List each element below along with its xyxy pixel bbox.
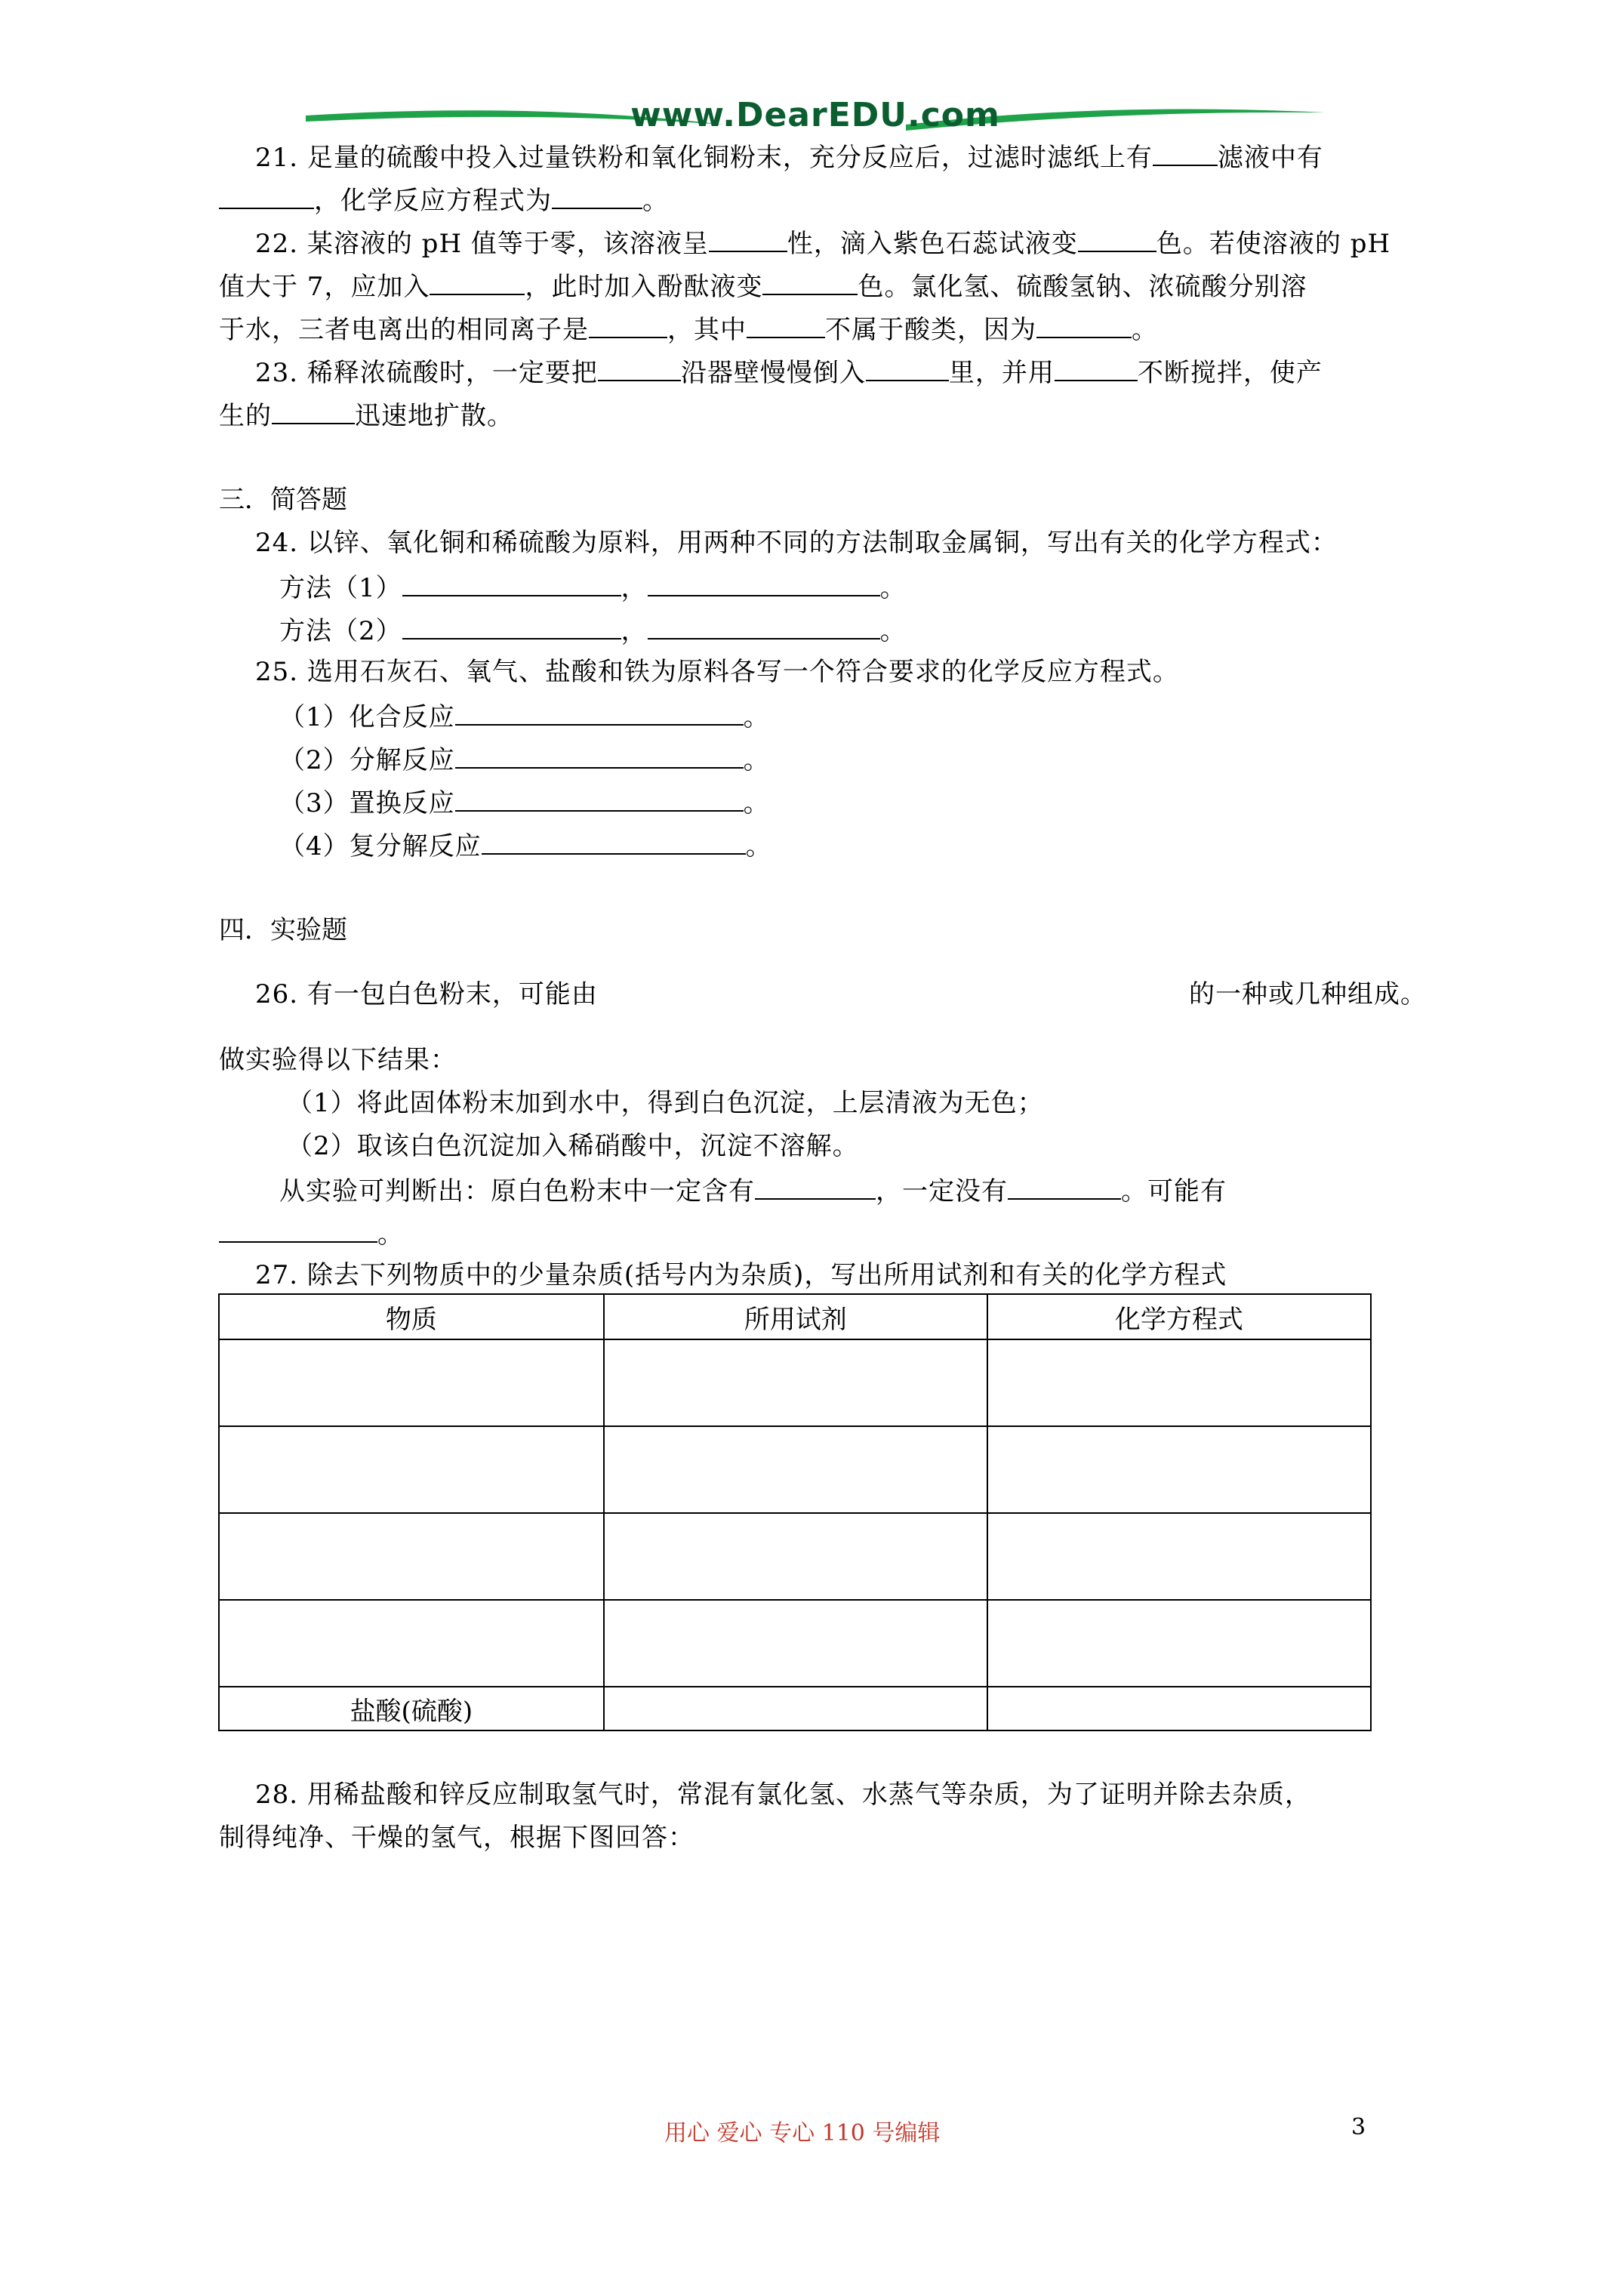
table-cell-substance: 盐酸(硫酸) xyxy=(219,1687,604,1730)
table-cell[interactable] xyxy=(219,1513,604,1600)
q22-blank-7[interactable] xyxy=(1036,313,1132,338)
section4-heading: 四．实验题 xyxy=(219,915,347,945)
q23-blank-3[interactable] xyxy=(1055,356,1138,381)
q24-question: 24. 以锌、氧化铜和稀硫酸为原料，用两种不同的方法制取金属铜，写出有关的化学方程式： xyxy=(255,528,1338,558)
q25-item-4: （4）复分解反应 。 xyxy=(279,829,772,861)
q26-blank-3[interactable] xyxy=(219,1217,377,1243)
q28-line1: 28. 用稀盐酸和锌反应制取氢气时，常混有氯化氢、水蒸气等杂质，为了证明并除去杂质， xyxy=(255,1780,1311,1810)
q22-line3: 于水，三者电离出的相同离子是 ，其中 不属于酸类，因为 。 xyxy=(219,313,1158,345)
q24-method1: 方法（1） ， 。 xyxy=(279,571,907,603)
q21-line2: ，化学反应方程式为 。 xyxy=(219,183,669,216)
q27-table xyxy=(218,1293,1372,1731)
q23-line1: 23. 稀释浓硫酸时，一定要把 沿器壁慢慢倒入 里，并用 不断搅拌，使产 xyxy=(255,356,1323,388)
table-cell[interactable] xyxy=(604,1600,987,1687)
q25-item-1: （1）化合反应 。 xyxy=(279,700,770,732)
q22-blank-1[interactable] xyxy=(709,227,787,252)
q21-line1: 21. 足量的硫酸中投入过量铁粉和氧化铜粉末，充分反应后，过滤时滤纸上有 滤液中有 xyxy=(255,140,1323,173)
q26-line1-start: 26. 有一包白色粉末，可能由 xyxy=(255,979,598,1009)
table-cell[interactable] xyxy=(987,1687,1371,1730)
col-header-equation: 化学方程式 xyxy=(987,1294,1371,1339)
q24-m2-blank-2[interactable] xyxy=(648,614,880,639)
q25-item-2: （2）分解反应 。 xyxy=(279,743,770,775)
q26-line2: 做实验得以下结果： xyxy=(219,1045,457,1075)
q23-line2: 生的 迅速地扩散。 xyxy=(219,399,513,431)
q22-blank-5[interactable] xyxy=(589,313,667,338)
table-row xyxy=(219,1600,1371,1687)
table-cell[interactable] xyxy=(987,1600,1371,1687)
q26-blank-2[interactable] xyxy=(1008,1174,1121,1200)
page-number: 3 xyxy=(1351,2114,1366,2140)
table-cell[interactable] xyxy=(987,1513,1371,1600)
table-cell[interactable] xyxy=(604,1687,987,1730)
q25-item-3: （3）置换反应 。 xyxy=(279,786,770,818)
table-cell[interactable] xyxy=(604,1513,987,1600)
table-row xyxy=(219,1513,1371,1600)
q26-conclusion-end: 。 xyxy=(219,1217,404,1250)
q25-blank-4[interactable] xyxy=(482,829,746,855)
q25-blank-3[interactable] xyxy=(455,786,744,812)
q26-blank-1[interactable] xyxy=(755,1174,876,1200)
q25-blank-2[interactable] xyxy=(455,743,744,769)
q22-blank-3[interactable] xyxy=(430,270,525,295)
q28-line2: 制得纯净、干燥的氢气，根据下图回答： xyxy=(219,1823,694,1853)
q22-blank-6[interactable] xyxy=(747,313,825,338)
q23-blank-1[interactable] xyxy=(598,356,681,381)
site-logo xyxy=(302,94,1329,147)
table-cell[interactable] xyxy=(604,1426,987,1513)
q24-m1-blank-2[interactable] xyxy=(648,571,880,596)
q25-question: 25. 选用石灰石、氧气、盐酸和铁为原料各写一个符合要求的化学反应方程式。 xyxy=(255,657,1179,687)
q26-result-2: （2）取该白色沉淀加入稀硝酸中，沉淀不溶解。 xyxy=(287,1131,859,1161)
q23-blank-2[interactable] xyxy=(866,356,949,381)
table-header-row xyxy=(219,1294,1371,1339)
q24-method2: 方法（2） ， 。 xyxy=(279,614,907,646)
q27-question: 27. 除去下列物质中的少量杂质(括号内为杂质)，写出所用试剂和有关的化学方程式 xyxy=(255,1260,1227,1290)
q26-conclusion: 从实验可判断出：原白色粉末中一定含有 ，一定没有 。可能有 xyxy=(279,1174,1227,1207)
q22-blank-4[interactable] xyxy=(762,270,858,295)
q26-result-1: （1）将此固体粉末加到水中，得到白色沉淀，上层清液为无色； xyxy=(287,1088,1044,1118)
table-row xyxy=(219,1426,1371,1513)
table-cell[interactable] xyxy=(604,1339,987,1426)
q22-blank-2[interactable] xyxy=(1078,227,1156,252)
q25-blank-1[interactable] xyxy=(455,700,744,726)
q24-m1-blank-1[interactable] xyxy=(402,571,621,596)
table-cell[interactable] xyxy=(987,1426,1371,1513)
section3-heading: 三．简答题 xyxy=(219,485,347,515)
table-cell[interactable] xyxy=(219,1339,604,1426)
q22-line1: 22. 某溶液的 pH 值等于零，该溶液呈 性，滴入紫色石蕊试液变 色。若使溶液的 pH xyxy=(255,227,1390,259)
q24-m2-blank-1[interactable] xyxy=(402,614,621,639)
q21-blank-1[interactable] xyxy=(1153,140,1218,166)
q23-blank-4[interactable] xyxy=(272,399,355,424)
q21-blank-2[interactable] xyxy=(219,183,314,209)
table-row xyxy=(219,1339,1371,1426)
q22-line2: 值大于 7，应加入 ，此时加入酚酞液变 色。氯化氢、硫酸氢钠、浓硫酸分别溶 xyxy=(219,270,1307,302)
page-footer: 用心 爱心 专心 110 号编辑 xyxy=(664,2120,941,2147)
table-cell[interactable] xyxy=(219,1600,604,1687)
table-cell[interactable] xyxy=(219,1426,604,1513)
q21-blank-3[interactable] xyxy=(552,183,642,209)
q26-line1-end: 的一种或几种组成。 xyxy=(1189,979,1427,1009)
col-header-substance: 物质 xyxy=(219,1294,604,1339)
site-url: www.DearEDU.com xyxy=(630,96,1000,134)
table-cell[interactable] xyxy=(987,1339,1371,1426)
col-header-reagent: 所用试剂 xyxy=(604,1294,987,1339)
table-row xyxy=(219,1687,1371,1730)
